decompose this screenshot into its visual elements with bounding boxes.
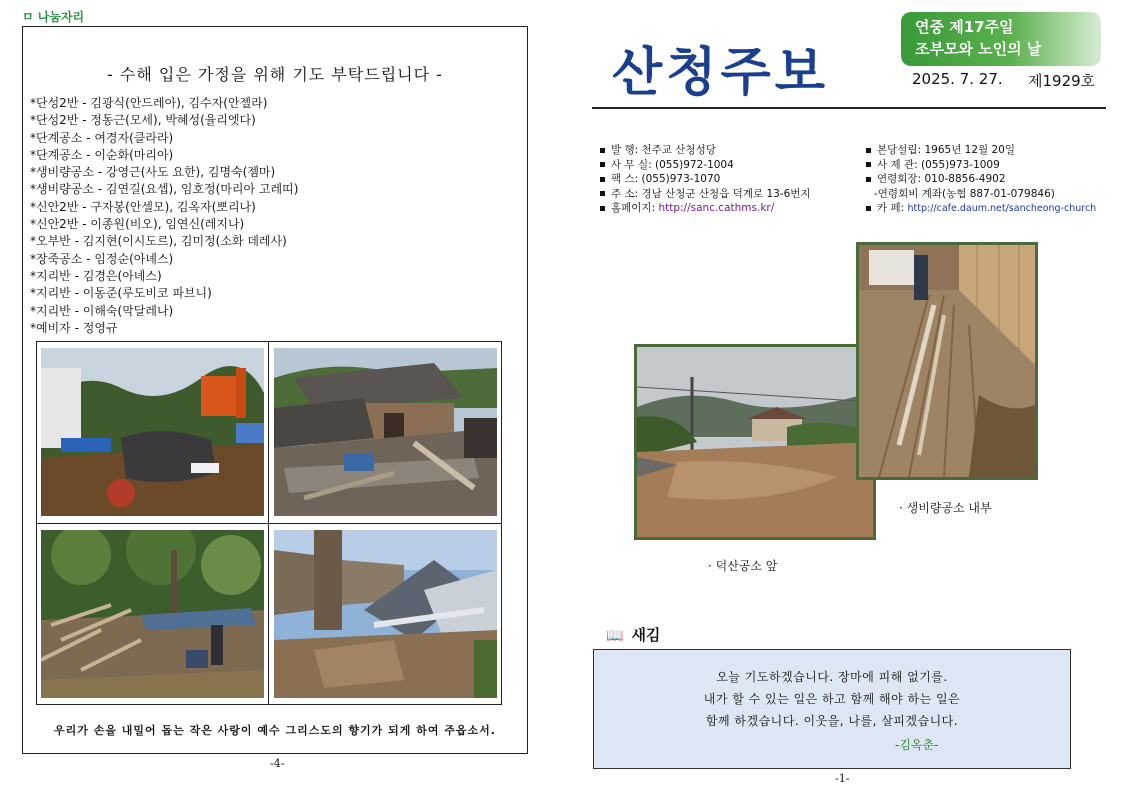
info-value: 1965년 12월 20일 — [924, 144, 1016, 156]
info-row — [600, 201, 811, 216]
photo-saengbiryang-interior — [856, 242, 1038, 480]
info-key: 본당설립: — [877, 144, 922, 156]
book-icon: 📖 — [606, 628, 624, 644]
page-number: -4- — [270, 757, 285, 770]
reflection-author: -김옥춘- — [895, 738, 939, 752]
info-value: (055)973-1009 — [921, 158, 1000, 171]
issue-date: 2025. 7. 27. — [912, 70, 1003, 88]
list-item: *오부반 - 김지현(이시도르), 김미정(소화 데레사) — [30, 234, 287, 249]
info-value: (055)973-1070 — [641, 173, 721, 186]
info-row — [866, 158, 1096, 173]
caption-interior: · 생비량공소 내부 — [899, 501, 992, 515]
closing-prayer: 우리가 손을 내밀어 돕는 작은 사랑이 예수 그리스도의 향기가 되게 하여 주옵소서. — [54, 724, 496, 737]
info-key: 연령회장: — [877, 173, 922, 186]
flood-photo-house-debris — [274, 348, 497, 516]
road-flood-image — [637, 347, 873, 537]
info-key: 발 행: — [611, 144, 639, 156]
list-item: *단계공소 - 여경자(클라라) — [30, 130, 174, 145]
list-item: *단성2반 - 정동근(모세), 박혜성(율리엣다) — [30, 113, 256, 128]
header-divider — [592, 107, 1106, 109]
week-subtitle: 조부모와 노인의 날 — [915, 40, 1042, 58]
list-item: *지리반 - 이해숙(막달레나) — [30, 303, 174, 318]
list-item: *생비량공소 - 강영근(사도 요한), 김명숙(젬마) — [30, 165, 276, 180]
info-value: 010-8856-4902 — [924, 173, 1006, 186]
info-row — [600, 172, 811, 187]
prayer-name-list — [30, 95, 298, 337]
bulletin-masthead: 산청주보 — [612, 43, 829, 103]
cafe-link[interactable]: http://cafe.daum.net/sancheong-church — [907, 203, 1097, 215]
reflection-line: 내가 할 수 있는 일은 하고 함께 해야 하는 일은 — [703, 692, 961, 706]
parish-info-right — [866, 143, 1096, 217]
page-number: -1- — [835, 772, 850, 785]
issue-number: 제1929호 — [1028, 72, 1096, 90]
info-row — [866, 172, 1096, 187]
flood-photo-chimney — [274, 530, 497, 698]
parish-info-left — [600, 143, 811, 216]
reflection-line: 오늘 기도하겠습니다. 장마에 피해 없기를. — [716, 670, 948, 684]
reflection-text — [593, 666, 1071, 732]
list-item: *단성2반 - 김광식(안드레아), 김수자(안젤라) — [30, 96, 268, 110]
list-item: *예비자 - 정영규 — [30, 320, 118, 335]
homepage-link[interactable]: http://sanc.cathms.kr/ — [658, 202, 775, 215]
list-item: *신안2반 - 이종원(비오), 임연신(레지나) — [30, 217, 245, 232]
info-row — [866, 187, 1096, 202]
info-key: 팩 스: — [611, 173, 639, 186]
grid-divider — [36, 523, 502, 524]
list-item: *생비량공소 - 김연길(요셉), 임호정(마리아 고레띠) — [30, 182, 299, 197]
info-row — [600, 158, 811, 173]
list-item: *신안2반 - 구자봉(안셀모), 김옥자(뽀리나) — [30, 199, 256, 214]
reflection-heading — [606, 624, 660, 645]
prayer-request-title: - 수해 입은 가정을 위해 기도 부탁드립니다 - — [107, 65, 443, 84]
info-row — [600, 143, 811, 158]
info-value: 천주교 산청성당 — [641, 144, 716, 156]
photo-deoksan-road — [634, 344, 876, 540]
info-value: (055)972-1004 — [655, 158, 734, 171]
info-value: -연령회비 계좌(농협 887-01-079846) — [874, 187, 1055, 200]
info-key: 사 무 실: — [611, 158, 652, 171]
info-value: 경남 산청군 산청읍 덕계로 13-6번지 — [641, 187, 811, 200]
list-item: *단계공소 - 이순화(마리아) — [30, 147, 174, 162]
section-label: ㅁ 나눔자리 — [22, 10, 85, 24]
info-row — [866, 201, 1096, 217]
list-item: *지리반 - 이동준(루도비코 파브니) — [30, 286, 212, 301]
reflection-heading-text: 새김 — [631, 626, 661, 644]
week-title: 연중 제17주일 — [915, 18, 1014, 36]
list-item: *지리반 - 김경은(아녜스) — [30, 268, 162, 283]
info-key: 카 페: — [877, 202, 905, 215]
info-key: 사 제 관: — [877, 158, 918, 171]
liturgical-week-badge — [901, 12, 1101, 66]
flood-photo-collapsed-roof — [41, 530, 264, 698]
info-row — [600, 187, 811, 202]
list-item: *장죽공소 - 임정순(아녜스) — [30, 251, 174, 266]
flood-photo-excavator — [41, 348, 264, 516]
muddy-floor-image — [859, 245, 1035, 477]
reflection-line: 함께 하겠습니다. 이웃을, 나를, 살피겠습니다. — [705, 714, 959, 728]
info-key: 홈페이지: — [611, 202, 656, 215]
caption-road: · 덕산공소 앞 — [708, 559, 778, 573]
info-row — [866, 143, 1096, 158]
info-key: 주 소: — [611, 187, 639, 200]
